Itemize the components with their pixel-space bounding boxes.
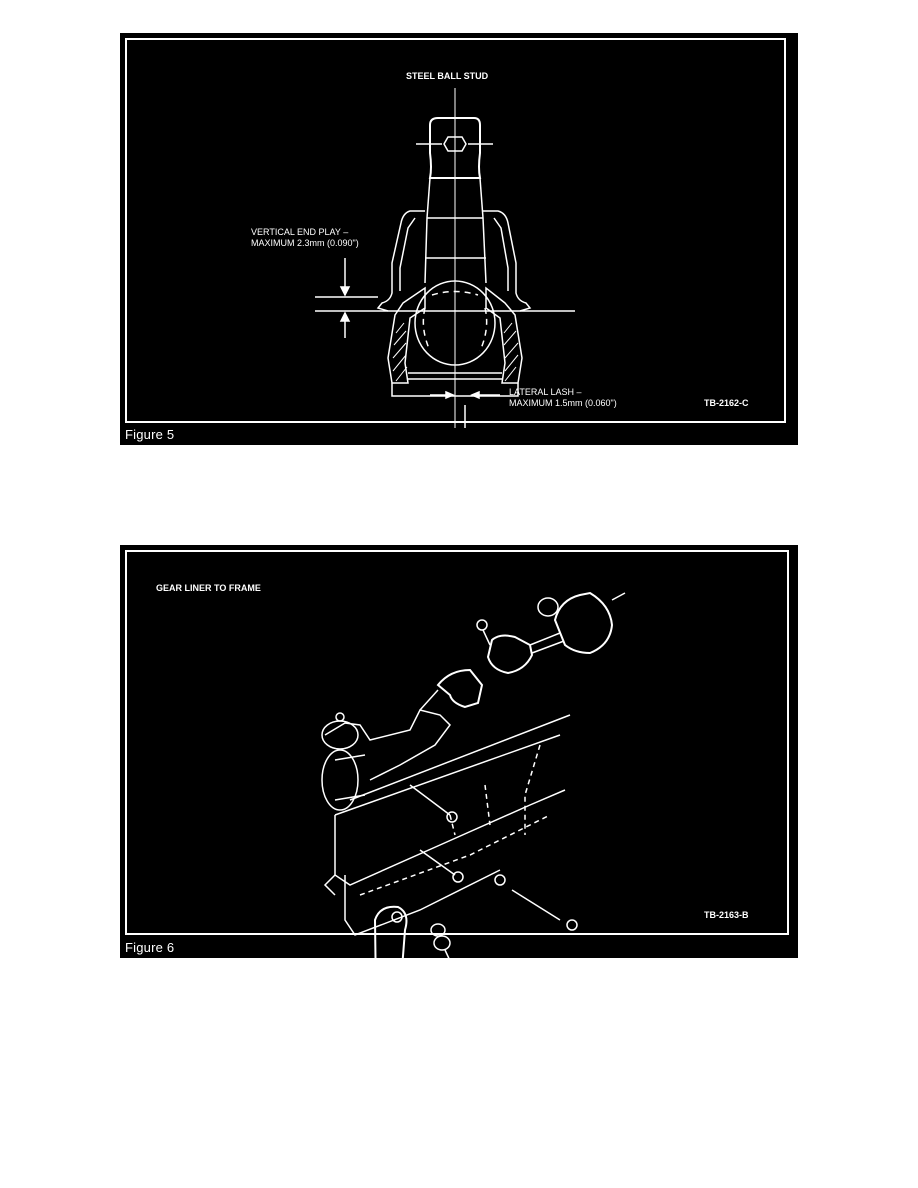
- ball-stud-cross-section-illustration: [120, 33, 798, 446]
- steel-ball-stud-label: STEEL BALL STUD: [406, 71, 489, 81]
- figure-5-caption: Figure 5: [125, 427, 175, 442]
- figure-5-ref-code: TB-2162-C: [704, 398, 749, 408]
- vertical-end-play-label-line1: VERTICAL END PLAY –: [251, 227, 349, 237]
- lateral-lash-label-line1: LATERAL LASH –: [509, 387, 582, 397]
- steering-gear-exploded-illustration: [120, 545, 798, 958]
- figure-5: [120, 33, 798, 445]
- figure-6-ref-code: TB-2163-B: [704, 910, 749, 920]
- vertical-end-play-label-line2: MAXIMUM 2.3mm (0.090"): [251, 238, 359, 248]
- figure-6-caption: Figure 6: [125, 940, 175, 955]
- lateral-lash-label-line2: MAXIMUM 1.5mm (0.060"): [509, 398, 617, 408]
- figure-6: [120, 545, 798, 958]
- gear-liner-to-frame-label: GEAR LINER TO FRAME: [156, 583, 261, 593]
